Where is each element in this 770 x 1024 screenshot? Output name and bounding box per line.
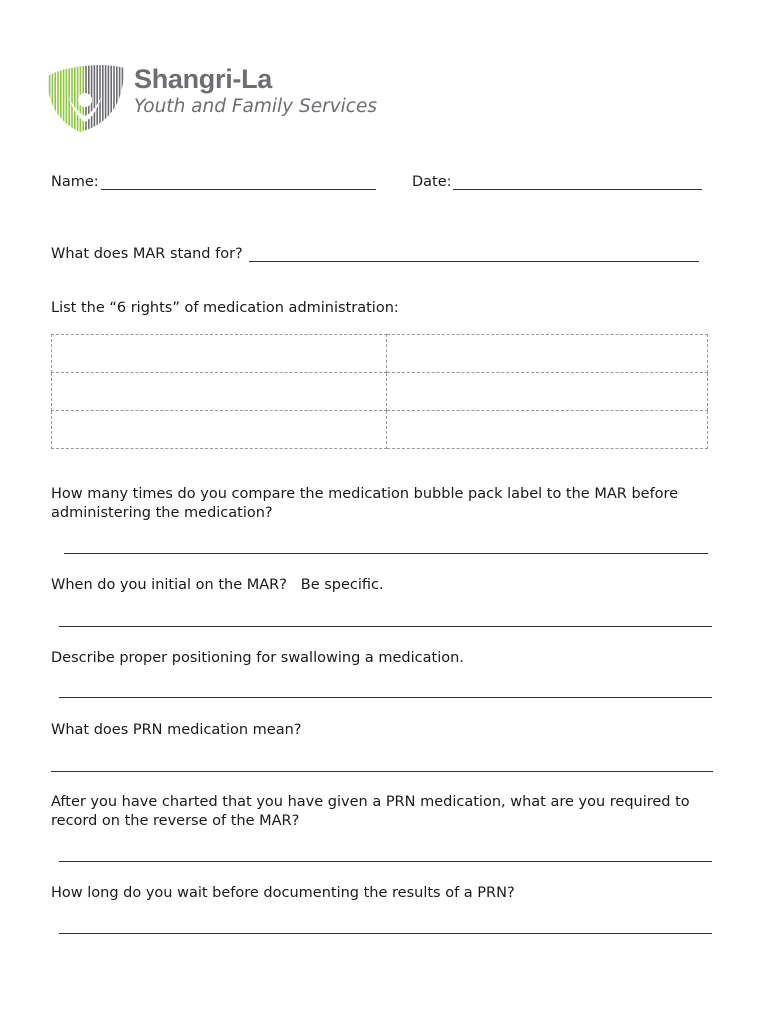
answer-line-initial-mar[interactable] (59, 626, 712, 627)
emblem-stripe (54, 62, 56, 134)
answer-line-mar-meaning[interactable] (249, 261, 699, 262)
question-prn-reverse (51, 793, 690, 831)
question-compare-label (51, 485, 678, 523)
emblem-stripe (127, 62, 129, 134)
question-positioning: Describe proper positioning for swallowing a medication. (51, 650, 464, 666)
emblem-stripe (96, 62, 98, 134)
date-field[interactable] (412, 173, 452, 192)
question-compare-label-line1: How many times do you compare the medication bubble pack label to the MAR before (51, 486, 679, 502)
emblem-stripe (60, 62, 62, 134)
emblem-stripe (119, 62, 121, 134)
emblem-stripe (49, 62, 51, 134)
logo (44, 62, 384, 134)
emblem-stripe (122, 62, 124, 134)
emblem-stripe (71, 62, 73, 134)
emblem-stripe (102, 62, 104, 134)
rights-cell[interactable] (52, 373, 387, 411)
emblem-stripe (94, 62, 96, 134)
rights-cell[interactable] (52, 335, 387, 373)
emblem-stripe (68, 62, 70, 134)
rights-cell[interactable] (387, 335, 708, 373)
rights-cell[interactable] (387, 373, 708, 411)
emblem-stripe (105, 62, 107, 134)
emblem-stripe (52, 62, 54, 134)
emblem-stripe (46, 62, 48, 134)
answer-line-compare-label[interactable] (64, 553, 708, 554)
emblem-stripe (113, 62, 115, 134)
name-line[interactable] (101, 189, 376, 190)
answer-line-prn-reverse[interactable] (59, 861, 712, 862)
answer-line-prn-meaning[interactable] (51, 771, 713, 772)
rights-cell[interactable] (387, 411, 708, 449)
question-mar-meaning: What does MAR stand for? (51, 246, 243, 262)
question-prn-reverse-line1: After you have charted that you have given a PRN medication, what are you required to (51, 794, 690, 810)
emblem-stripe (63, 62, 65, 134)
answer-line-prn-wait[interactable] (59, 933, 712, 934)
logo-subtitle: Youth and Family Services (134, 96, 377, 117)
emblem-stripe (116, 62, 118, 134)
date-line[interactable] (453, 189, 702, 190)
logo-title: Shangri-La (134, 64, 273, 94)
question-initial-mar: When do you initial on the MAR? Be specific. (51, 577, 384, 593)
emblem-stripe (74, 62, 76, 134)
question-prn-reverse-line2: record on the reverse of the MAR? (51, 813, 300, 829)
emblem-stripe (124, 62, 126, 134)
six-rights-table (51, 334, 708, 449)
emblem-stripe (57, 62, 59, 134)
date-label: Date: (412, 174, 452, 190)
answer-line-positioning[interactable] (59, 697, 712, 698)
emblem-stripe (77, 62, 79, 134)
question-prn-meaning: What does PRN medication mean? (51, 722, 302, 738)
emblem-stripe (108, 62, 110, 134)
question-prn-wait: How long do you wait before documenting the results of a PRN? (51, 885, 515, 901)
emblem-stripe (66, 62, 68, 134)
name-label: Name: (51, 174, 99, 190)
question-compare-label-line2: administering the medication? (51, 505, 273, 521)
shangri-la-emblem-icon (44, 62, 130, 134)
rights-cell[interactable] (52, 411, 387, 449)
question-six-rights: List the “6 rights” of medication administration: (51, 300, 399, 316)
emblem-stripe (99, 62, 101, 134)
emblem-stripe (110, 62, 112, 134)
